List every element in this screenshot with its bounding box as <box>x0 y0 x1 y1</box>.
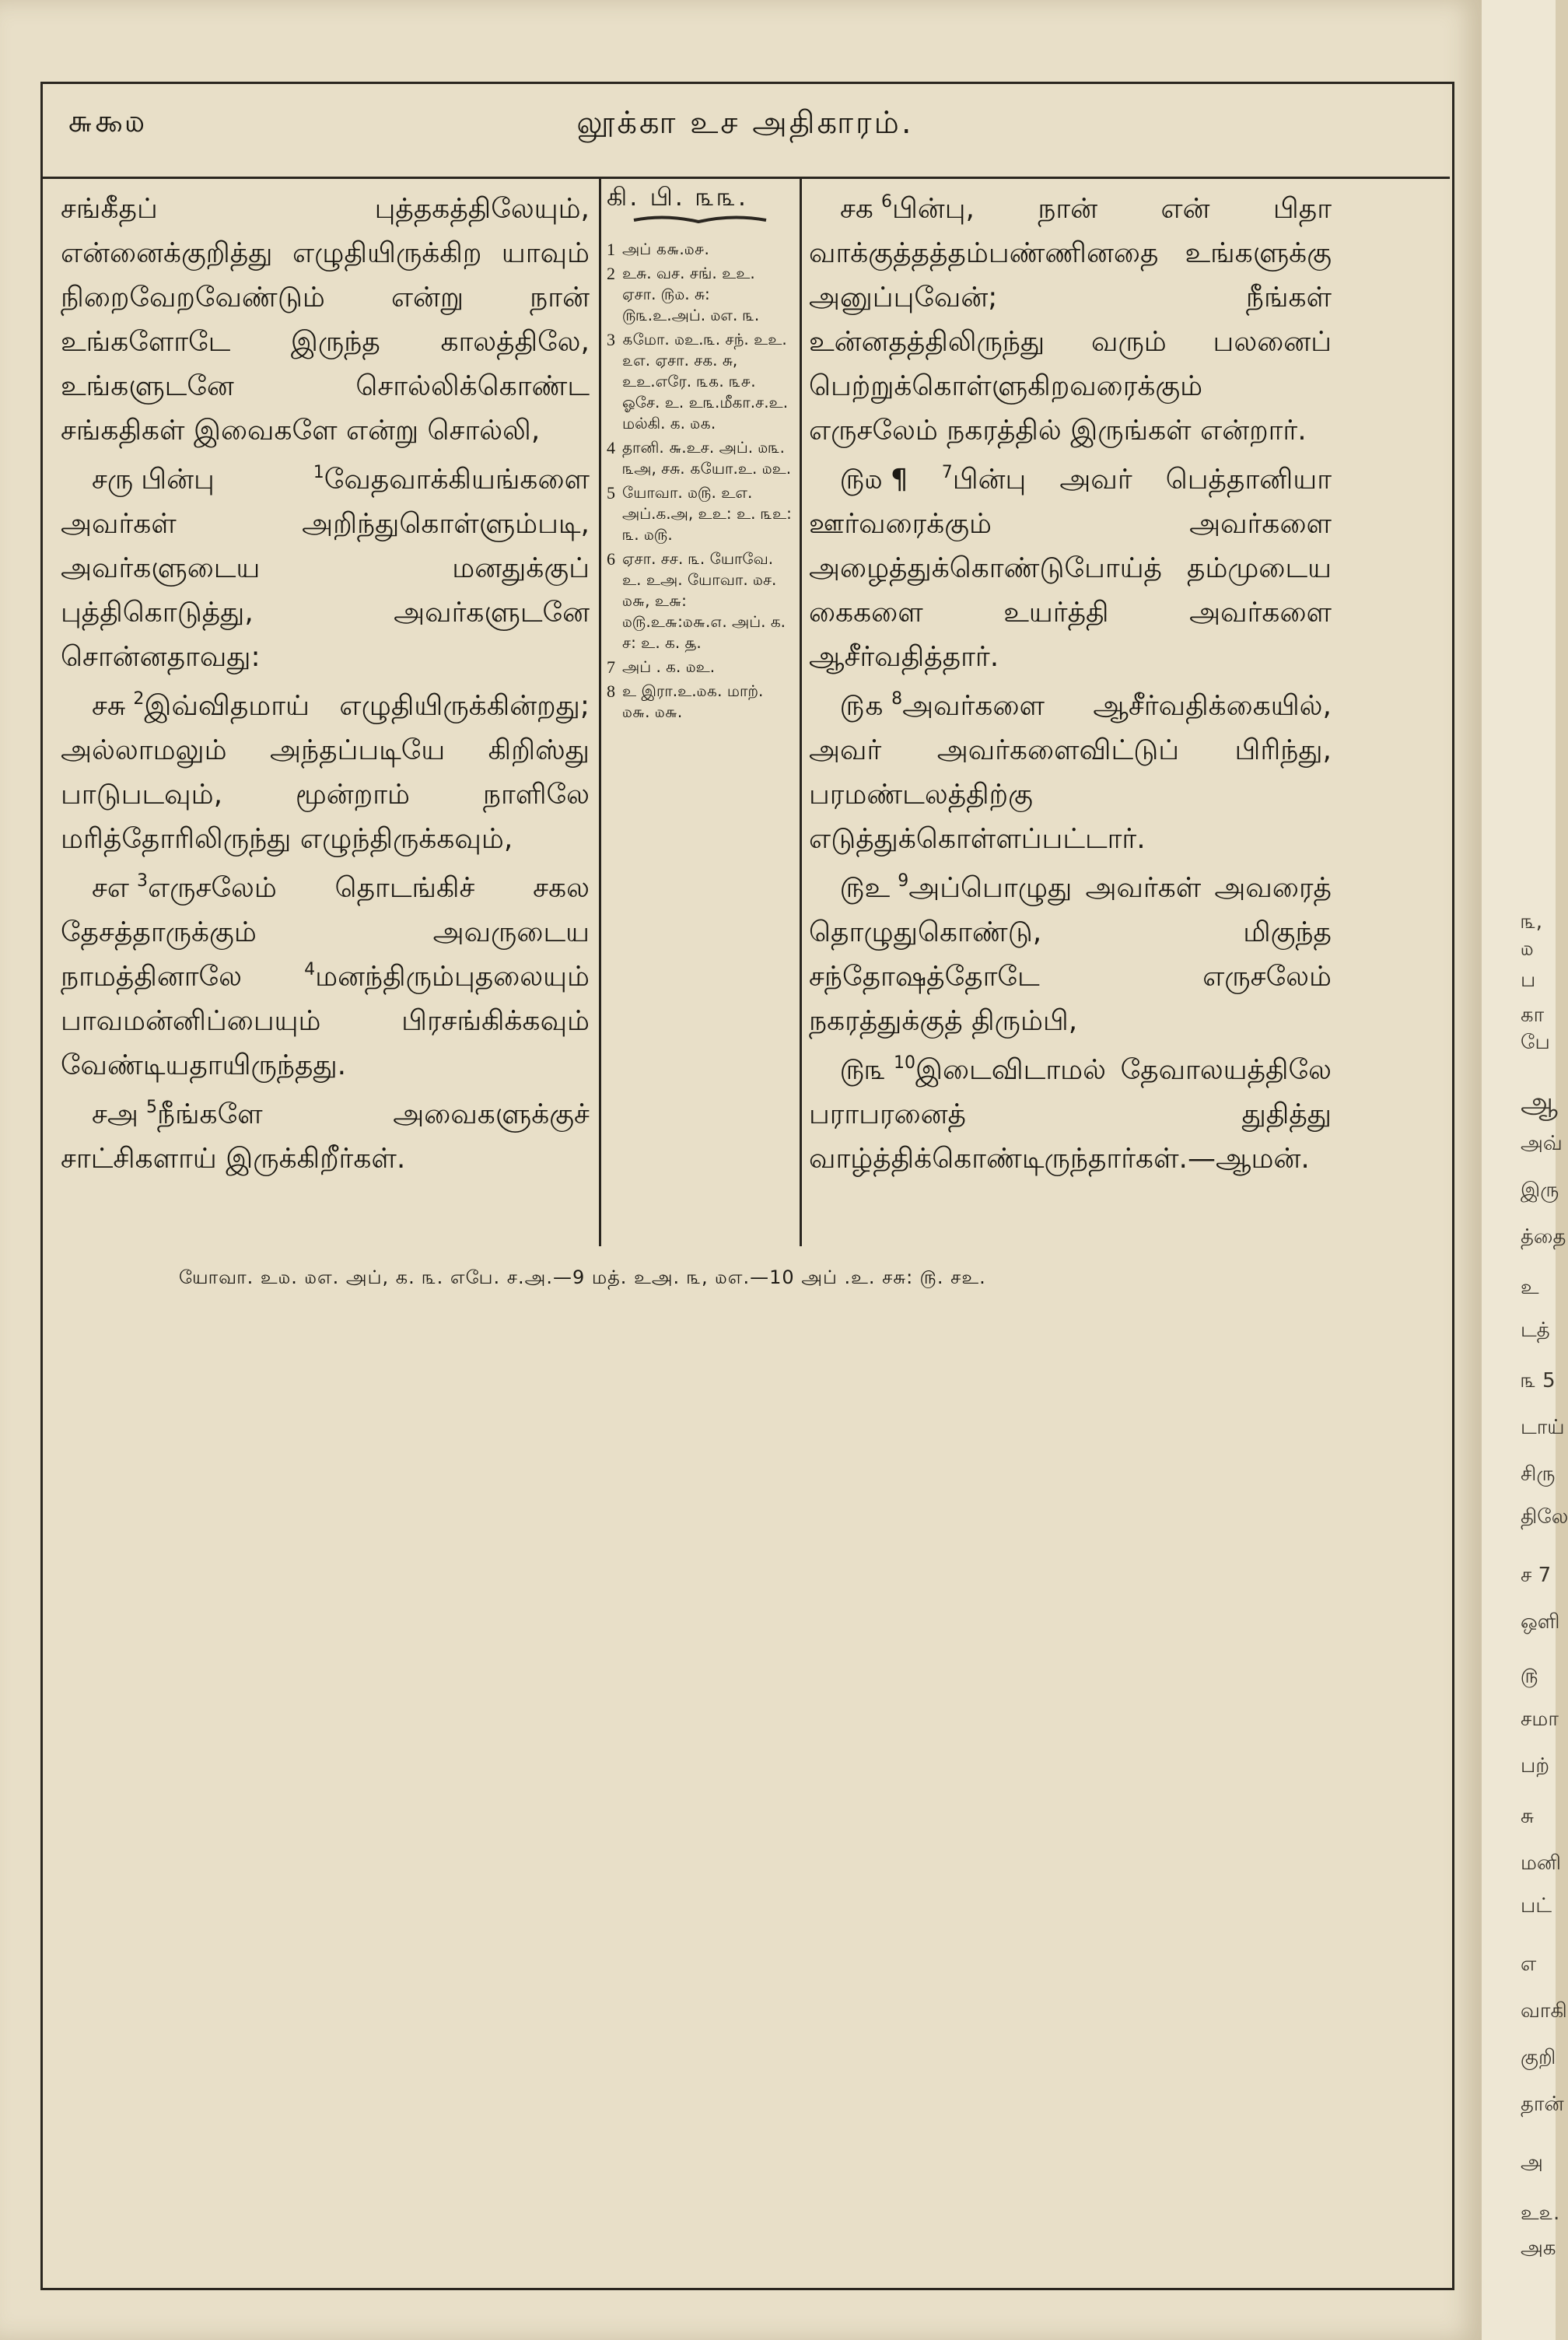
verse-52: ௫உ $^9$அப்பொழுது அவர்கள் அவரைத் தொழுதுகொண்டு, மிகுந்த சந்தோஷத்தோடே எருசலேம் நகரத்துக்குத் திரும்பி, <box>809 871 1332 1037</box>
ref-item: 4 தானி. ௬.உச. அப். ௰௩. ௩அ, சசு. ௧யோ.உ. ௰உ. <box>607 438 792 478</box>
ref-item: 6 ஏசா. சச. ௩. யோவே. உ. உஅ. யோவா. ௰ச. ௰௬, உ௬: ௰௫.உ௬:௰௬.௭. அப். க. ச: உ. க. ௲. <box>607 549 786 652</box>
verse-49: சக $^6$பின்பு, நான் என் பிதா வாக்குத்தத்தம்பண்ணினதை உங்களுக்கு அனுப்புவேன்; நீங்கள் உன்னதத்திலிருந்து வரும் பலனைப் பெற்றுக்கொள்ளுகிறவரைக்கும் எருசலேம் நகரத்தில் இருங்கள் என்றார். <box>809 192 1332 447</box>
verse-47: சஎ $^3$எருசலேம் தொடங்கிச் சகல தேசத்தாருக்கும் அவருடைய நாமத்தினாலே $^4$மனந்திரும்புதலையும் பாவமன்னிப்பையும் பிரசங்கிக்கவும் வேண்டியதாயிருந்தது. <box>61 871 590 1081</box>
right-column <box>809 187 1332 1186</box>
ref-item: 2 உசு. வச. சங். உஉ. ஏசா. ௫௰. சு: ௫௩.உ.அப். ௰எ. ௩. <box>607 264 760 324</box>
verse-53: ௫௩ $^{10}$இடைவிடாமல் தேவாலயத்திலே பராபரனைத் துதித்து வாழ்த்திக்கொண்டிருந்தார்கள்.—ஆமன். <box>809 1053 1332 1175</box>
refs-heading: கி. பி. ௩௩. <box>607 182 749 212</box>
ref-item: 8 உ இரா.உ.௰௧. மாற். ௰௬. ௰௬. <box>607 681 764 721</box>
ref-item: 5 யோவா. ௰௫. உஎ. அப்.க.அ, உஉ: உ. ௩உ: ௩. ௰௫. <box>607 483 792 544</box>
cross-reference-column <box>607 182 792 726</box>
footnote: யோவா. உ௰. ௰எ. அப், க. ௩. எபே. ச.அ.—9 மத். உஅ. ௩, ௰எ.—10 அப் .உ. சசு: ௫. சஉ. <box>179 1266 986 1288</box>
verse-continuation: சங்கீதப் புத்தகத்திலேயும், என்னைக்குறித்து எழுதியிருக்கிற யாவும் நிறைவேறவேண்டும் என்று நான் உங்களோடே இருந்த காலத்திலே, உங்களுடனே சொல்லிக்கொண்ட சங்கதிகள் இவைகளே என்று சொல்லி, <box>61 193 590 447</box>
verse-51: ௫௧ $^8$அவர்களை ஆசீர்வதிக்கையில், அவர் அவர்களைவிட்டுப் பிரிந்து, பரமண்டலத்திற்கு எடுத்துக்கொள்ளப்பட்டார். <box>809 689 1332 855</box>
ref-item: 7 அப் . க. ௰உ. <box>607 657 716 677</box>
verse-45: சரு பின்பு $^1$வேதவாக்கியங்களை அவர்கள் அறிந்துகொள்ளும்படி, அவர்களுடைய மனதுக்குப் புத்திகொடுத்து, அவர்களுடனே சொன்னதாவது: <box>61 463 590 673</box>
verse-46: சசு $^2$இவ்விதமாய் எழுதியிருக்கின்றது; அல்லாமலும் அந்தப்படியே கிறிஸ்து பாடுபடவும், மூன்றாம் நாளிலே மரித்தோரிலிருந்து எழுந்திருக்கவும், <box>61 689 590 855</box>
verse-48: சஅ $^5$நீங்களே அவைகளுக்குச் சாட்சிகளாய் இருக்கிறீர்கள். <box>61 1098 590 1175</box>
facing-page-edge: ௩, ௰ ப கா பே ஆ அவ் இரு த்தை உ டத் ௩ 5 டாய் சிரு திலே ச 7 ஒளி ௫ சமா பற் சு மனி பட் எ வாகி குறி தான் அ உ௨. அக <box>1482 0 1556 2340</box>
column-rule-left <box>599 177 601 1246</box>
running-head: லூக்கா உச அதிகாரம். <box>576 105 914 141</box>
page-header <box>40 82 1450 179</box>
ornament-flourish <box>630 212 770 228</box>
page-number: ௬௯௰ <box>68 103 147 139</box>
left-column <box>61 187 590 1186</box>
column-rule-right <box>800 177 802 1246</box>
verse-50: ௫௰ ¶ $^7$பின்பு அவர் பெத்தானியா ஊர்வரைக்கும் அவர்களை அழைத்துக்கொண்டுபோய்த் தம்முடைய கைகளை உயர்த்தி அவர்களை ஆசீர்வதித்தார். <box>809 463 1332 673</box>
ref-item: 3 ௧மோ. ௰உ.௩. சந். உஉ. ௨எ. ஏசா. சக. சு, உஉ.எரே. ௩௧. ௩௪. ஓசே. உ. உ௩.மீகா.ச.உ. மல்கி. க. ௰௧. <box>607 330 789 433</box>
ref-item: 1 அப் ௧௬.௰௪. <box>607 240 709 259</box>
